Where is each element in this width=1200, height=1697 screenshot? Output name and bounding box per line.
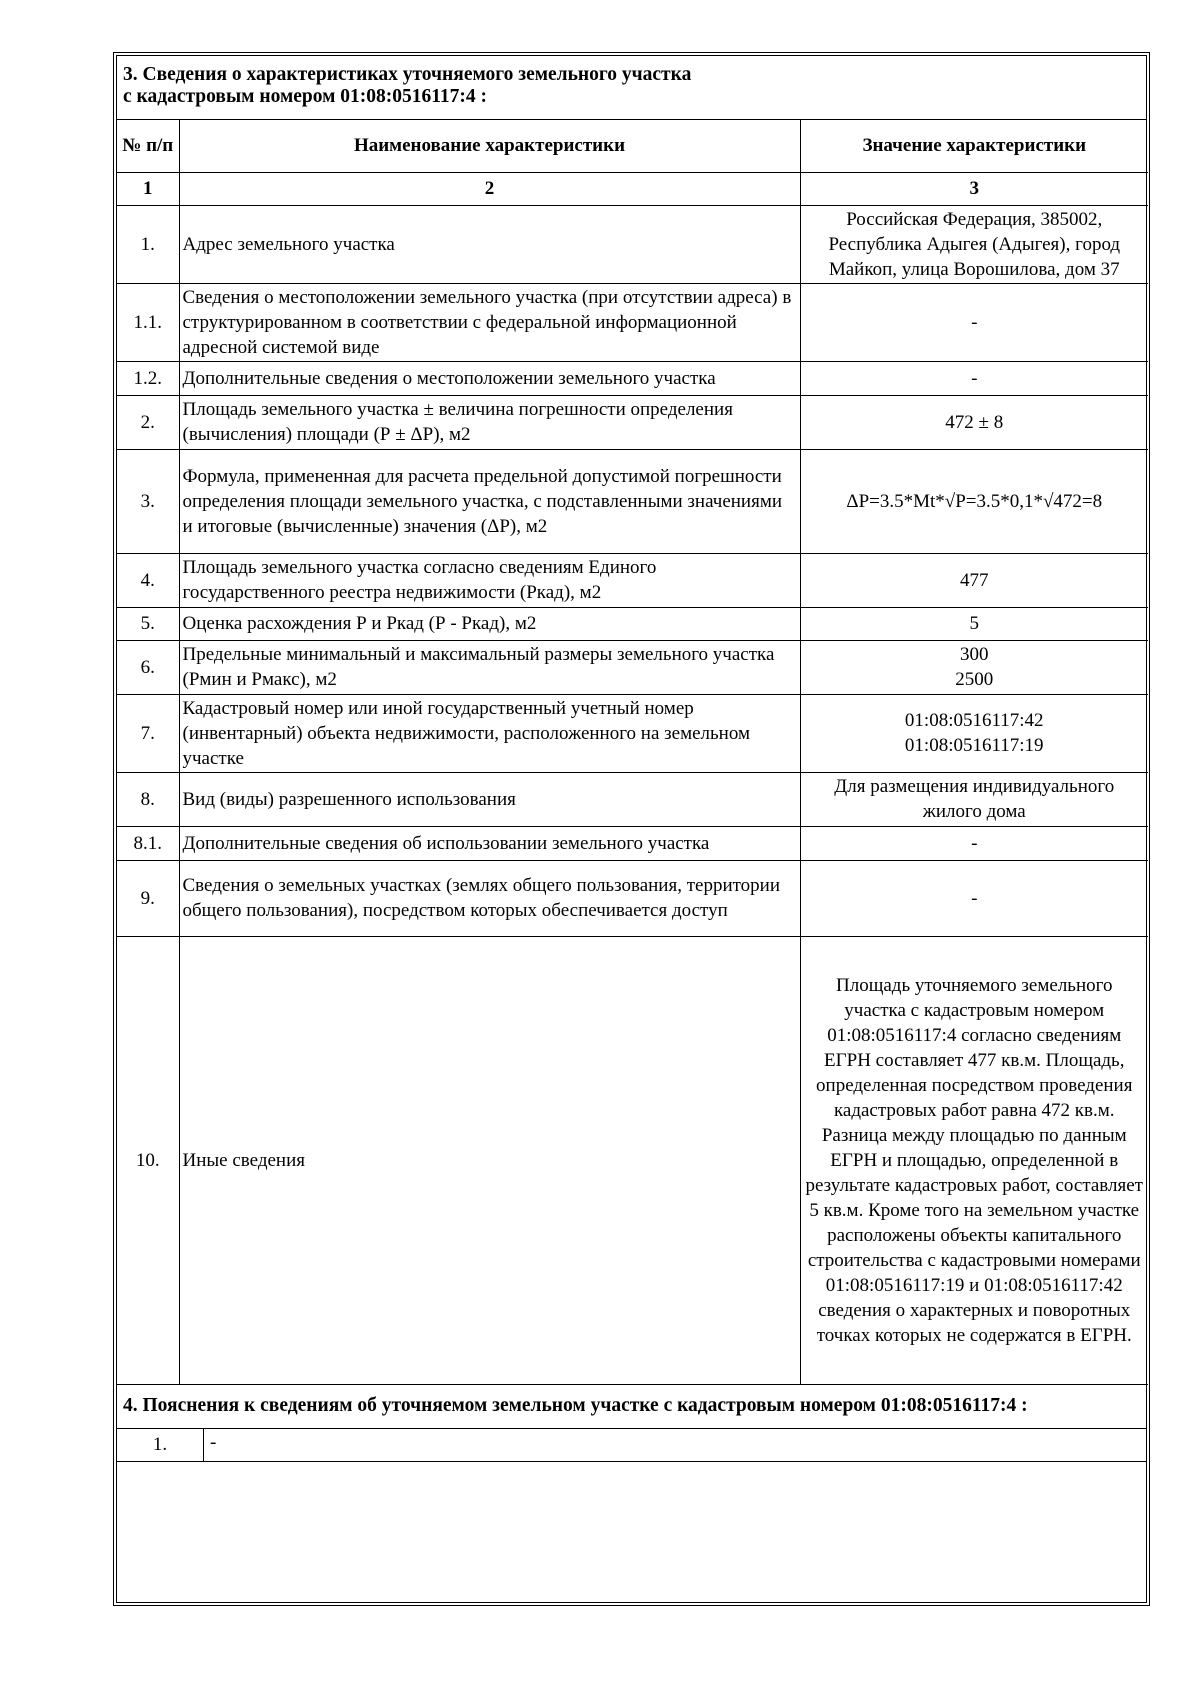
row-num: 8. [117, 772, 179, 826]
row-name: Формула, примененная для расчета предельной допустимой погрешности определения площади земельного участка, с подставленными значениями и итоговые (вычисленные) значения (ΔР), м2 [179, 449, 800, 553]
row-value-line: 2500 [955, 669, 994, 690]
row-value: ΔP=3.5*Mt*√P=3.5*0,1*√472=8 [800, 449, 1148, 553]
row-name: Иные сведения [179, 936, 800, 1384]
row-name: Вид (виды) разрешенного использования [179, 772, 800, 826]
section3-title [117, 56, 1146, 120]
row-num: 2. [117, 395, 179, 449]
row-name: Дополнительные сведения о местоположении земельного участка [179, 361, 800, 395]
section4-title: 4. Пояснения к сведениям об уточняемом земельном участке с кадастровым номером 01:08:0516117:4 : [117, 1385, 1146, 1429]
row-num: 6. [117, 640, 179, 694]
row-name: Дополнительные сведения об использовании земельного участка [179, 826, 800, 860]
row-value-line: 300 [960, 644, 989, 665]
row-num: 1. [117, 205, 179, 283]
header-name: Наименование характеристики [179, 120, 800, 172]
row-value-line: 01:08:0516117:19 [904, 735, 1044, 756]
table-row [117, 936, 1148, 1384]
row-value: - [800, 860, 1148, 936]
table-row [117, 361, 1148, 395]
row-value: - [800, 283, 1148, 361]
table-row [117, 553, 1148, 607]
section4-row-value: - [210, 1431, 217, 1453]
row-value: 477 [800, 553, 1148, 607]
row-num: 8.1. [117, 826, 179, 860]
table-row [117, 826, 1148, 860]
row-value: Площадь уточняемого земельного участка с кадастровым номером 01:08:0516117:4 согласно сведениям ЕГРН составляет 477 кв.м. Площадь, определенная посредством проведения кадастровых работ равна 472 кв.м. Разница между площадью по данным ЕГРН и площадью, определенной в результате кадастровых работ, составляет 5 кв.м. Кроме того на земельном участке расположены объекты капитального строительства с кадастровыми номерами 01:08:0516117:19 и 01:08:0516117:42 сведения о характерных и поворотных точках которых не содержатся в ЕГРН. [800, 936, 1148, 1384]
row-value: Для размещения индивидуального жилого дома [800, 772, 1148, 826]
row-num: 9. [117, 860, 179, 936]
table-row [117, 283, 1148, 361]
row-name: Площадь земельного участка согласно сведениям Единого государственного реестра недвижимости (Ркад), м2 [179, 553, 800, 607]
col-number-2: 2 [179, 172, 800, 205]
row-value: Российская Федерация, 385002, Республика Адыгея (Адыгея), город Майкоп, улица Ворошилова, дом 37 [800, 205, 1148, 283]
table-row [117, 395, 1148, 449]
row-value-line: 01:08:0516117:42 [904, 710, 1044, 731]
row-num: 1.2. [117, 361, 179, 395]
table-row [117, 772, 1148, 826]
header-value: Значение характеристики [800, 120, 1148, 172]
col-number-3: 3 [800, 172, 1148, 205]
row-name: Адрес земельного участка [179, 205, 800, 283]
row-num: 10. [117, 936, 179, 1384]
table-row [117, 640, 1148, 694]
row-name: Сведения о земельных участках (землях общего пользования, территории общего пользования), посредством которых обеспечивается доступ [179, 860, 800, 936]
section4-row-num: 1. [117, 1429, 204, 1461]
col-number-1: 1 [117, 172, 179, 205]
row-value: 5 [800, 607, 1148, 640]
row-num: 5. [117, 607, 179, 640]
row-name: Кадастровый номер или иной государственный учетный номер (инвентарный) объекта недвижимости, расположенного на земельном участке [179, 694, 800, 772]
row-value: 472 ± 8 [800, 395, 1148, 449]
row-name: Площадь земельного участка ± величина погрешности определения (вычисления) площади (Р ± ΔР), м2 [179, 395, 800, 449]
table-row [117, 694, 1148, 772]
section3-title-line2: с кадастровым номером 01:08:0516117:4 : [123, 86, 488, 107]
table-header-row [117, 120, 1148, 172]
row-num: 3. [117, 449, 179, 553]
table-row [117, 449, 1148, 553]
row-name: Оценка расхождения Р и Ркад (Р - Ркад), м2 [179, 607, 800, 640]
characteristics-table [117, 120, 1148, 1385]
column-number-row [117, 172, 1148, 205]
row-num: 4. [117, 553, 179, 607]
row-num: 1.1. [117, 283, 179, 361]
table-row [117, 860, 1148, 936]
row-name: Сведения о местоположении земельного участка (при отсутствии адреса) в структурированном в соответствии с федеральной информационной адресной системой виде [179, 283, 800, 361]
row-value: - [800, 361, 1148, 395]
row-value [800, 640, 1148, 694]
header-num: № п/п [117, 120, 179, 172]
section4-row [117, 1429, 1146, 1462]
row-name: Предельные минимальный и максимальный размеры земельного участка (Рмин и Рмакс), м2 [179, 640, 800, 694]
row-value: - [800, 826, 1148, 860]
section3-title-line1: 3. Сведения о характеристиках уточняемого земельного участка [123, 64, 692, 85]
table-row [117, 607, 1148, 640]
row-value [800, 694, 1148, 772]
document-frame [113, 52, 1150, 1606]
table-row [117, 205, 1148, 283]
row-num: 7. [117, 694, 179, 772]
